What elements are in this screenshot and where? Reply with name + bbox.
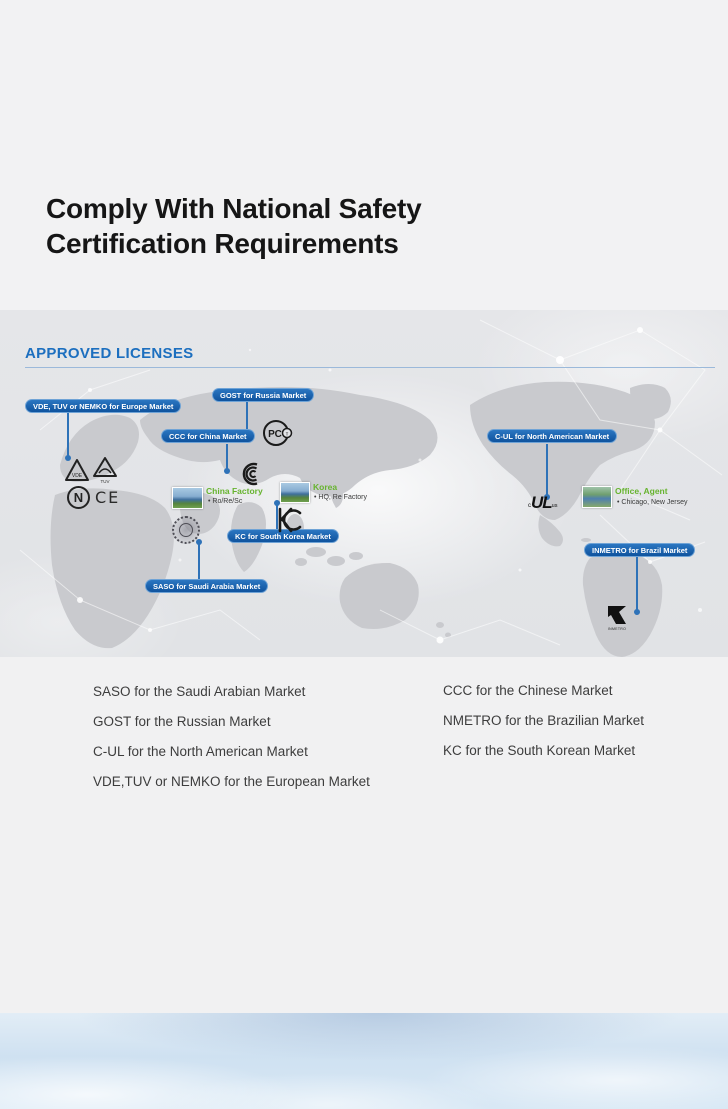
saso-seal-icon bbox=[172, 516, 200, 544]
office-name: Office, Agent bbox=[615, 486, 668, 496]
connector-europe bbox=[67, 413, 69, 458]
china-factory-photo bbox=[172, 487, 203, 509]
office-photo bbox=[582, 486, 612, 508]
license-item-saso: SASO for the Saudi Arabian Market bbox=[93, 684, 306, 699]
connector-saudi-arabia-dot bbox=[196, 539, 202, 545]
sky-footer-image bbox=[0, 1013, 728, 1109]
license-item-vde: VDE,TUV or NEMKO for the European Market bbox=[93, 774, 370, 789]
license-list bbox=[0, 657, 728, 1013]
approved-licenses-heading: APPROVED LICENSES bbox=[25, 345, 194, 362]
badge-south-korea: KC for South Korea Market bbox=[227, 529, 339, 543]
tuv-mark-icon bbox=[92, 456, 118, 489]
connector-brazil bbox=[636, 557, 638, 612]
page-title-line1: Comply With National Safety bbox=[46, 193, 422, 224]
badge-europe: VDE, TUV or NEMKO for Europe Market bbox=[25, 399, 181, 413]
badge-saudi-arabia: SASO for Saudi Arabia Market bbox=[145, 579, 268, 593]
nemko-mark-icon: N bbox=[67, 486, 90, 509]
connector-china bbox=[226, 444, 228, 471]
badge-china: CCC for China Market bbox=[161, 429, 255, 443]
svg-text:VDE: VDE bbox=[71, 473, 83, 479]
kc-mark-icon bbox=[276, 506, 302, 539]
badge-brazil: INMETRO for Brazil Market bbox=[584, 543, 695, 557]
approved-licenses-panel bbox=[0, 310, 728, 657]
license-item-nmetro: NMETRO for the Brazilian Market bbox=[443, 713, 645, 728]
license-item-kc: KC for the South Korean Market bbox=[443, 743, 636, 758]
svg-text:т: т bbox=[285, 431, 289, 438]
connector-china-dot bbox=[224, 468, 230, 474]
badge-russia: GOST for Russia Market bbox=[212, 388, 314, 402]
gost-r-mark-icon bbox=[262, 418, 294, 453]
connector-saudi-arabia bbox=[198, 543, 200, 579]
svg-text:РС: РС bbox=[268, 429, 282, 440]
office-detail: • Chicago, New Jersey bbox=[617, 499, 688, 506]
korea-name: Korea bbox=[313, 482, 338, 492]
ul-mark-icon: c UL us bbox=[528, 493, 558, 512]
page-title-line2: Certification Requirements bbox=[46, 228, 399, 259]
saso-seal-inner bbox=[179, 523, 193, 537]
license-item-gost: GOST for the Russian Market bbox=[93, 714, 271, 729]
license-item-ccc: CCC for the Chinese Market bbox=[443, 683, 613, 698]
inmetro-mark-icon: INMETRO bbox=[606, 604, 628, 631]
heading-underline bbox=[25, 367, 715, 368]
connector-brazil-dot bbox=[634, 609, 640, 615]
korea-photo bbox=[280, 482, 310, 503]
badge-north-america: C-UL for North American Market bbox=[487, 429, 617, 443]
page-title bbox=[46, 191, 422, 261]
china-factory-name: China Factory bbox=[206, 486, 263, 496]
ce-mark-icon: CE bbox=[95, 488, 121, 507]
license-item-cul: C-UL for the North American Market bbox=[93, 744, 308, 759]
vde-mark-icon bbox=[64, 458, 90, 489]
svg-text:TUV: TUV bbox=[100, 479, 110, 484]
china-factory-detail: • Ro/Re/Sc bbox=[208, 498, 243, 505]
korea-detail: • HQ, Re Factory bbox=[314, 494, 368, 501]
connector-north-america bbox=[546, 444, 548, 497]
